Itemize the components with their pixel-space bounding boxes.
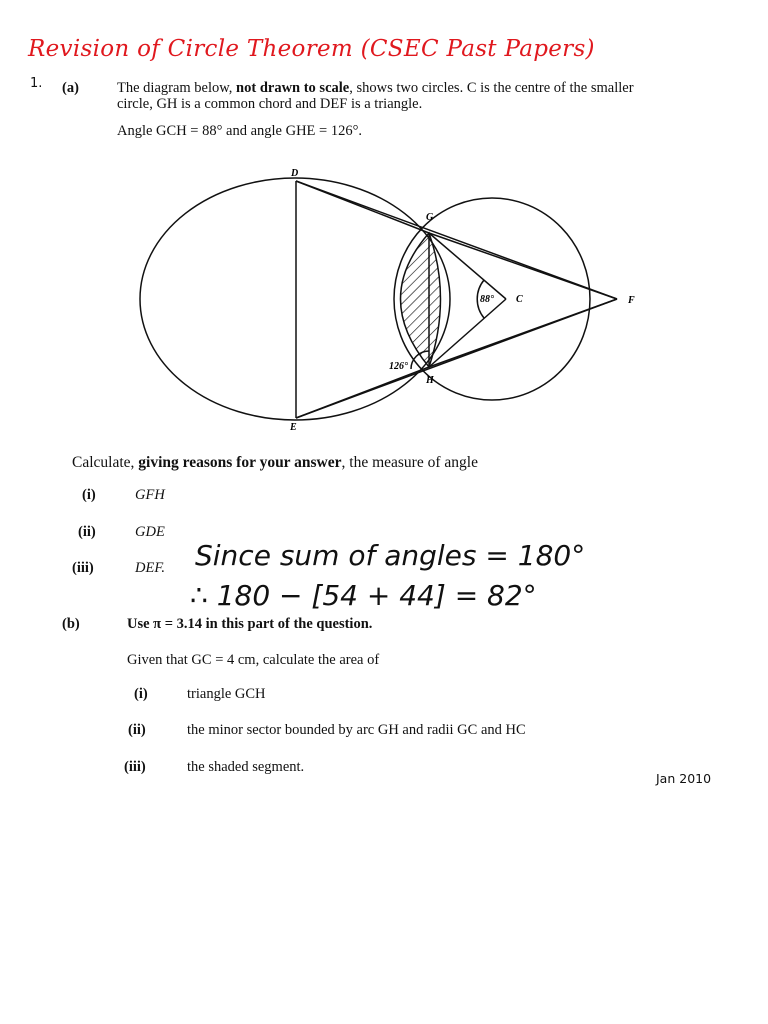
footer-date: Jan 2010 [656, 771, 712, 786]
instruction-post: , the measure of angle [341, 454, 478, 471]
part-a-intro-line1 [117, 80, 687, 97]
point-e: E [290, 422, 297, 433]
item-a-ii-text: GDE [135, 524, 165, 540]
item-b-iii-text: the shaded segment. [187, 759, 305, 775]
item-b-ii-text: the minor sector bounded by arc GH and radii GC and HC [187, 722, 526, 738]
angles-given: Angle GCH = 88° and angle GHE = 126°. [117, 123, 363, 139]
circle-diagram [62, 168, 678, 468]
item-b-iii-label: (iii) [124, 759, 146, 775]
angle-ghe-label: 126° [389, 361, 408, 372]
scanned-question [62, 72, 678, 778]
instruction-pre: Calculate, [72, 454, 139, 471]
part-b-given: Given that GC = 4 cm, calculate the area of [127, 652, 380, 668]
item-b-i-text: triangle GCH [187, 686, 266, 702]
item-b-i-label: (i) [134, 686, 148, 702]
part-a-intro-line2: circle, GH is a common chord and DEF is a triangle. [117, 96, 423, 112]
handwritten-line-1: Since sum of angles = 180° [195, 539, 586, 572]
handwritten-answer [160, 520, 680, 620]
point-g: G [426, 212, 434, 223]
item-a-i-text: GFH [135, 487, 165, 503]
instruction-bold: giving reasons for your answer [138, 454, 342, 471]
item-b-ii-label: (ii) [128, 722, 146, 738]
calculate-instruction [72, 454, 478, 471]
item-a-ii-label: (ii) [78, 524, 96, 540]
item-a-iii-label: (iii) [72, 560, 94, 576]
point-h: H [426, 375, 434, 386]
intro-bold: not drawn to scale [236, 80, 350, 96]
part-b-instruction: Use π = 3.14 in this part of the question. [127, 616, 373, 632]
point-c: C [516, 294, 523, 305]
point-d: D [291, 168, 299, 179]
intro-pre: The diagram below, [117, 80, 237, 96]
angle-gch-label: 88° [480, 294, 494, 305]
intro-post: , shows two circles. C is the centre of the smaller [349, 80, 634, 96]
item-a-iii-text: DEF. [135, 560, 165, 576]
item-a-i-label: (i) [82, 487, 96, 503]
handwritten-line-2: ∴ 180 − [54 + 44] = 82° [190, 579, 537, 612]
part-b-label: (b) [62, 616, 80, 632]
question-number: 1. [30, 76, 43, 91]
page-title: Revision of Circle Theorem (CSEC Past Papers) [28, 36, 595, 62]
part-a-label: (a) [62, 80, 79, 96]
point-f: F [628, 295, 635, 306]
